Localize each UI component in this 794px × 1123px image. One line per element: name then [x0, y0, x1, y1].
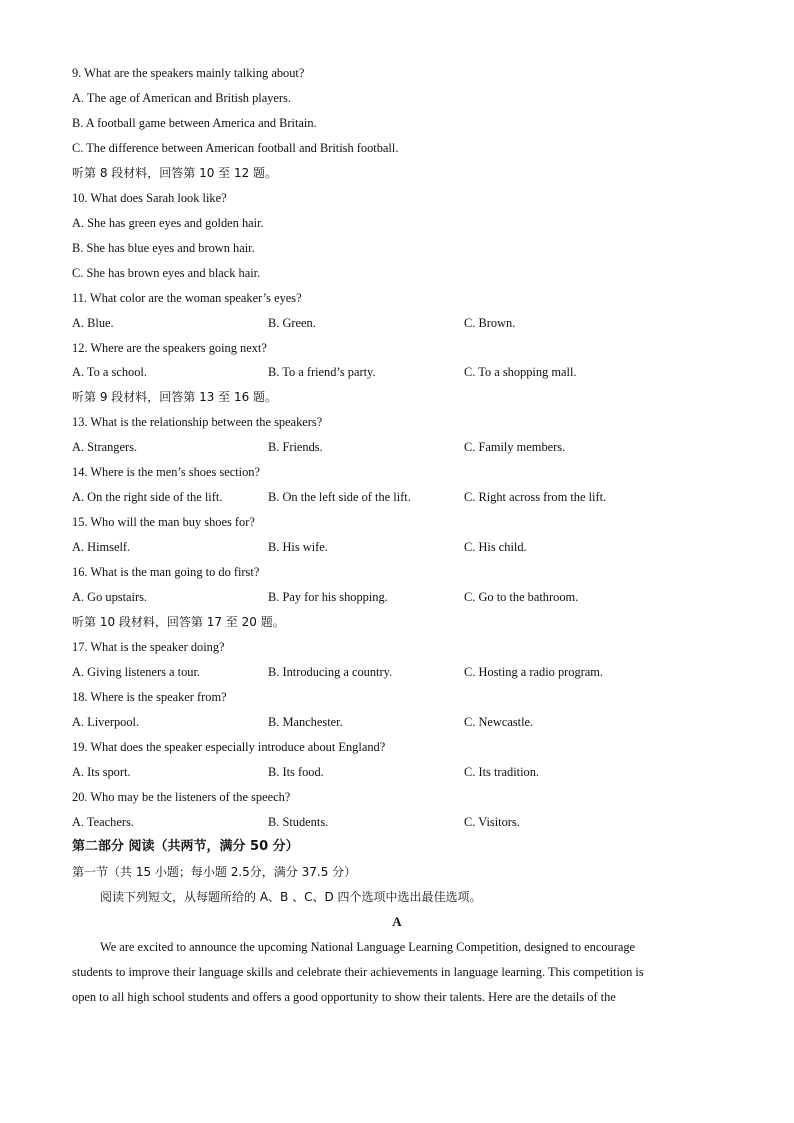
section-9-heading: 听第 9 段材料，回答第 13 至 16 题。	[72, 390, 278, 404]
q12-option-a: A. To a school.	[72, 365, 147, 379]
question-19: 19. What does the speaker especially introduce about England?	[72, 740, 386, 754]
q16-option-a: A. Go upstairs.	[72, 590, 148, 604]
q20-option-a: A. Teachers.	[72, 815, 134, 829]
passage-line-2: students to improve their language skills and celebrate their achievements in language learning. This competition is	[72, 965, 644, 979]
q11-option-c: C. Brown.	[464, 316, 516, 330]
q13-option-b: B. Friends.	[268, 440, 323, 454]
q16-option-b: B. Pay for his shopping.	[268, 590, 388, 604]
question-18: 18. Where is the speaker from?	[72, 690, 227, 704]
question-10: 10. What does Sarah look like?	[72, 191, 227, 205]
question-11: 11. What color are the woman speaker’s eyes?	[72, 291, 302, 305]
q19-option-c: C. Its tradition.	[464, 765, 540, 779]
section-1-title: 第一节（共 15 小题；每小题 2.5分，满分 37.5 分）	[72, 865, 357, 879]
q14-option-b: B. On the left side of the lift.	[268, 490, 411, 504]
passage-line-3: open to all high school students and offers a good opportunity to show their talents. Here are the details of the	[72, 990, 616, 1004]
question-12: 12. Where are the speakers going next?	[72, 341, 267, 355]
q18-option-b: B. Manchester.	[268, 715, 343, 729]
q14-option-c: C. Right across from the lift.	[464, 490, 607, 504]
q10-option-c: C. She has brown eyes and black hair.	[72, 266, 261, 280]
q10-option-b: B. She has blue eyes and brown hair.	[72, 241, 255, 255]
passage-line-1: We are excited to announce the upcoming National Language Learning Competition, designed to encourage	[100, 940, 636, 954]
question-20: 20. Who may be the listeners of the speech?	[72, 790, 291, 804]
q16-option-c: C. Go to the bathroom.	[464, 590, 579, 604]
q15-option-a: A. Himself.	[72, 540, 131, 554]
q9-option-a: A. The age of American and British players.	[72, 91, 291, 105]
q20-option-c: C. Visitors.	[464, 815, 520, 829]
question-17: 17. What is the speaker doing?	[72, 640, 225, 654]
question-13: 13. What is the relationship between the speakers?	[72, 415, 323, 429]
q12-option-b: B. To a friend’s party.	[268, 365, 376, 379]
section-8-heading: 听第 8 段材料，回答第 10 至 12 题。	[72, 166, 278, 180]
q13-option-a: A. Strangers.	[72, 440, 138, 454]
section-10-heading: 听第 10 段材料，回答第 17 至 20 题。	[72, 615, 285, 629]
q9-option-c: C. The difference between American football and British football.	[72, 141, 399, 155]
q13-option-c: C. Family members.	[464, 440, 566, 454]
q11-option-a: A. Blue.	[72, 316, 114, 330]
q14-option-a: A. On the right side of the lift.	[72, 490, 223, 504]
passage-label: A	[392, 914, 402, 929]
question-16: 16. What is the man going to do first?	[72, 565, 260, 579]
q11-option-b: B. Green.	[268, 316, 316, 330]
part-2-title: 第二部分 阅读（共两节，满分 50 分）	[72, 839, 299, 854]
q19-option-b: B. Its food.	[268, 765, 324, 779]
q18-option-a: A. Liverpool.	[72, 715, 140, 729]
q9-option-b: B. A football game between America and Britain.	[72, 116, 317, 130]
q12-option-c: C. To a shopping mall.	[464, 365, 577, 379]
q19-option-a: A. Its sport.	[72, 765, 131, 779]
q10-option-a: A. She has green eyes and golden hair.	[72, 216, 264, 230]
reading-instructions: 阅读下列短文，从每题所给的 A、B 、C、D 四个选项中选出最佳选项。	[100, 890, 482, 904]
q17-option-b: B. Introducing a country.	[268, 665, 393, 679]
q15-option-c: C. His child.	[464, 540, 527, 554]
q17-option-a: A. Giving listeners a tour.	[72, 665, 201, 679]
question-15: 15. Who will the man buy shoes for?	[72, 515, 255, 529]
q20-option-b: B. Students.	[268, 815, 329, 829]
q15-option-b: B. His wife.	[268, 540, 328, 554]
q17-option-c: C. Hosting a radio program.	[464, 665, 604, 679]
q18-option-c: C. Newcastle.	[464, 715, 534, 729]
question-14: 14. Where is the men’s shoes section?	[72, 465, 260, 479]
question-9: 9. What are the speakers mainly talking about?	[72, 66, 305, 80]
